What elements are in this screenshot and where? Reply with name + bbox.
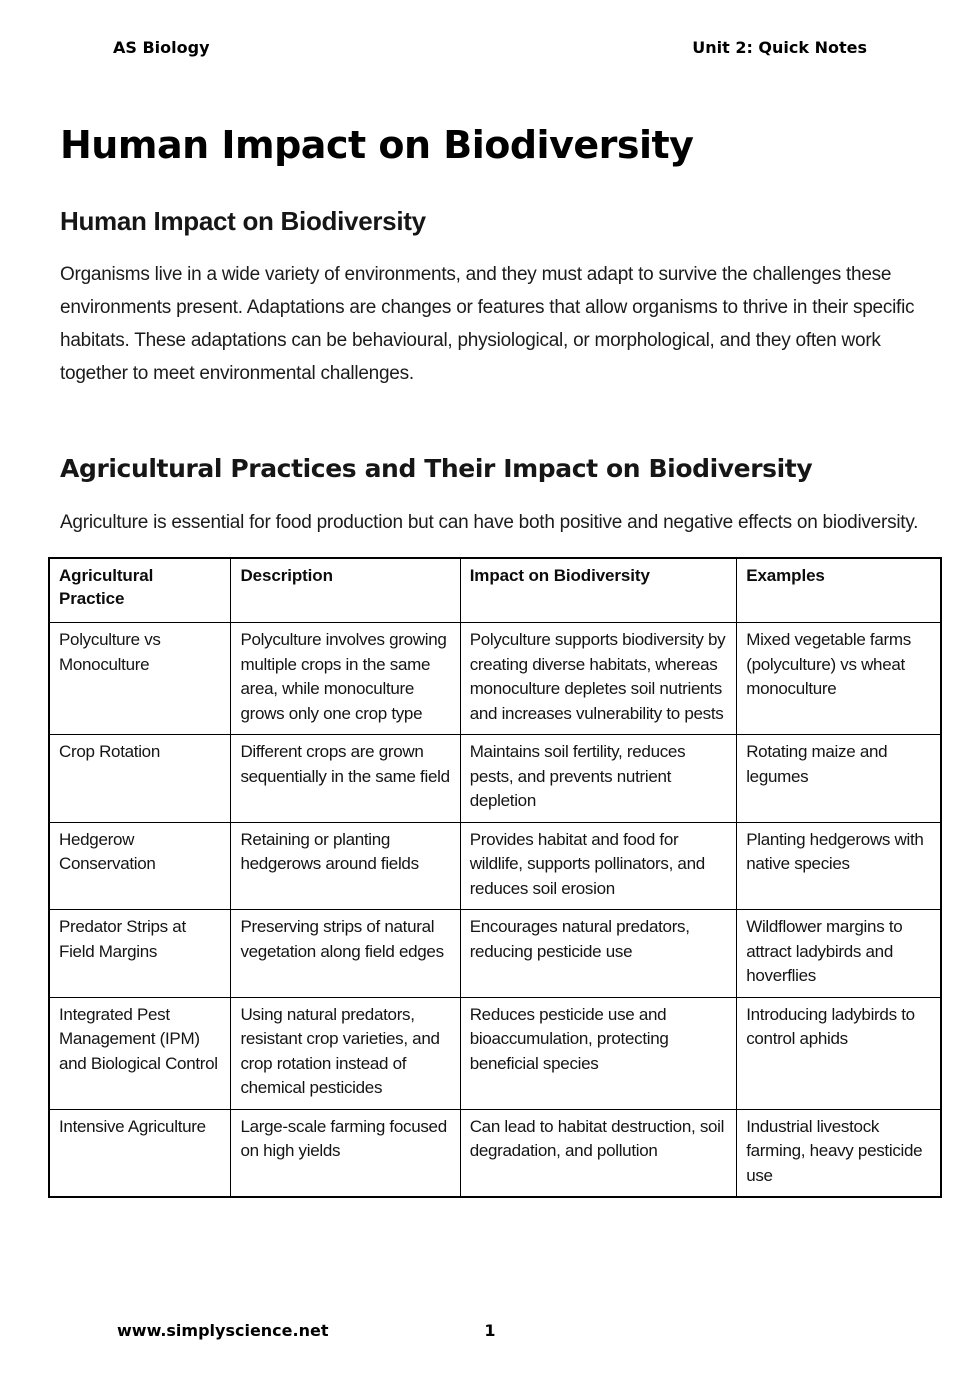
table-cell: Polyculture vs Monoculture xyxy=(49,623,231,735)
table-cell: Using natural predators, resistant crop varieties, and crop rotation instead of chemical pesticides xyxy=(231,997,460,1109)
table-row-predator-strips xyxy=(49,910,941,998)
table-cell: Industrial livestock farming, heavy pesticide use xyxy=(737,1109,941,1197)
table-cell: Crop Rotation xyxy=(49,735,231,823)
table-cell: Large-scale farming focused on high yields xyxy=(231,1109,460,1197)
table-row-polyculture-vs-monoculture xyxy=(49,623,941,735)
table-cell: Polyculture involves growing multiple crops in the same area, while monoculture grows only one crop type xyxy=(231,623,460,735)
table-cell: Can lead to habitat destruction, soil degradation, and pollution xyxy=(460,1109,737,1197)
table-cell: Integrated Pest Management (IPM) and Biological Control xyxy=(49,997,231,1109)
table-cell: Wildflower margins to attract ladybirds and hoverflies xyxy=(737,910,941,998)
table-cell: Retaining or planting hedgerows around fields xyxy=(231,822,460,910)
table-cell: Intensive Agriculture xyxy=(49,1109,231,1197)
table-row-integrated-pest-management xyxy=(49,997,941,1109)
section-paragraph-agricultural-practices: Agriculture is essential for food production but can have both positive and negative effects on biodiversity. xyxy=(60,512,919,533)
table-cell: Mixed vegetable farms (polyculture) vs wheat monoculture xyxy=(737,623,941,735)
table-cell: Encourages natural predators, reducing pesticide use xyxy=(460,910,737,998)
column-header-examples: Examples xyxy=(737,558,941,623)
table-cell: Provides habitat and food for wildlife, supports pollinators, and reduces soil erosion xyxy=(460,822,737,910)
table-cell: Predator Strips at Field Margins xyxy=(49,910,231,998)
table-cell: Planting hedgerows with native species xyxy=(737,822,941,910)
table-cell: Preserving strips of natural vegetation along field edges xyxy=(231,910,460,998)
table-cell: Reduces pesticide use and bioaccumulation, protecting beneficial species xyxy=(460,997,737,1109)
table-row-hedgerow-conservation xyxy=(49,822,941,910)
document-title: Human Impact on Biodiversity xyxy=(60,123,694,167)
header-unit-label: Unit 2: Quick Notes xyxy=(692,38,867,57)
table-header-row xyxy=(49,558,941,623)
footer-website: www.simplyscience.net xyxy=(117,1321,329,1340)
header-course-label: AS Biology xyxy=(113,38,210,57)
table-row-intensive-agriculture xyxy=(49,1109,941,1197)
table-cell: Hedgerow Conservation xyxy=(49,822,231,910)
table-row-crop-rotation xyxy=(49,735,941,823)
page-header xyxy=(0,0,980,58)
column-header-description: Description xyxy=(231,558,460,623)
section-heading-agricultural-practices: Agricultural Practices and Their Impact on Biodiversity xyxy=(60,454,813,483)
footer-page-number: 1 xyxy=(484,1321,496,1340)
table-cell: Different crops are grown sequentially in the same field xyxy=(231,735,460,823)
column-header-impact-on-biodiversity: Impact on Biodiversity xyxy=(460,558,737,623)
table-cell: Polyculture supports biodiversity by creating diverse habitats, whereas monoculture depletes soil nutrients and increases vulnerability to pests xyxy=(460,623,737,735)
section-heading-human-impact: Human Impact on Biodiversity xyxy=(60,206,426,236)
agricultural-practices-table xyxy=(48,557,942,1198)
table-cell: Maintains soil fertility, reduces pests, and prevents nutrient depletion xyxy=(460,735,737,823)
section-paragraph-human-impact: Organisms live in a wide variety of environments, and they must adapt to survive the challenges these environments present. Adaptations are changes or features that allow organisms to thrive in their specific habitats. These adaptations can be behavioural, physiological, or morphological, and they often work together to meet environmental challenges. xyxy=(60,264,915,384)
page-footer xyxy=(0,1318,980,1344)
column-header-agricultural-practice: Agricultural Practice xyxy=(49,558,231,623)
table-cell: Introducing ladybirds to control aphids xyxy=(737,997,941,1109)
table-cell: Rotating maize and legumes xyxy=(737,735,941,823)
